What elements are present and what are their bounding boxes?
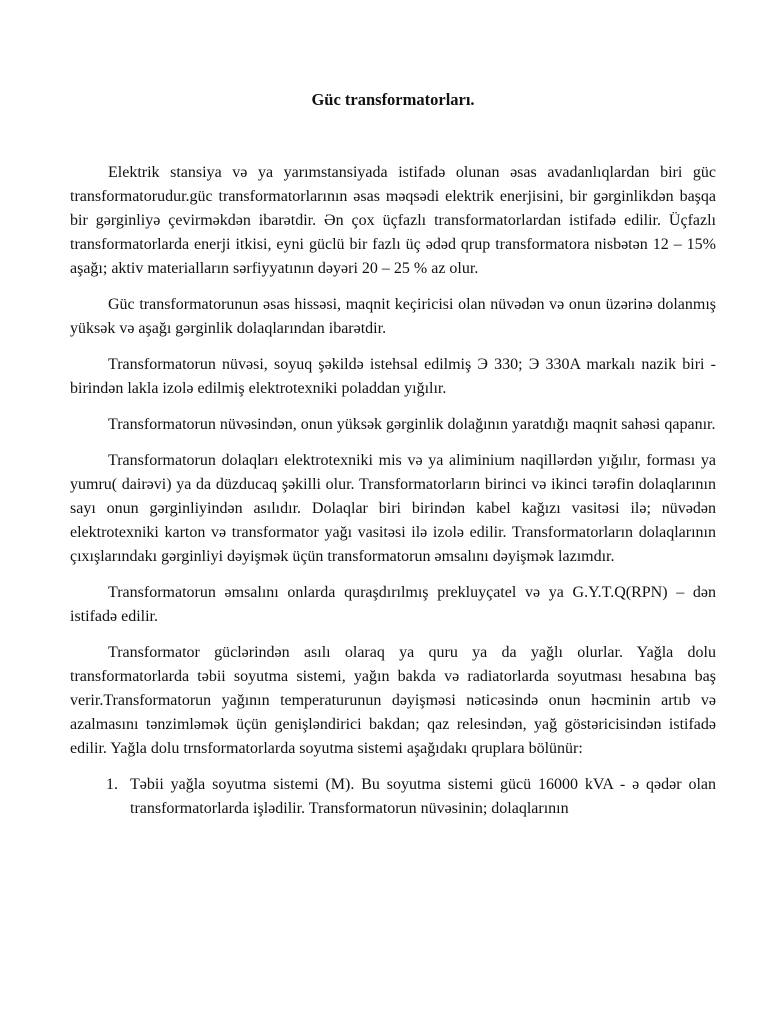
- document-title: Güc transformatorları.: [311, 90, 475, 109]
- paragraph-magnetic-field: Transformatorun nüvəsindən, onun yüksək gərginlik dolağının yaratdığı maqnit sahəsi qapanır.: [108, 416, 716, 433]
- cooling-systems-list: [70, 773, 716, 821]
- paragraph-tap-changer: Transformatorun əmsalını onlarda quraşdırılmış prekluyçatel və ya G.Y.T.Q(RPN) – dən istifadə edilir.: [70, 584, 716, 625]
- document-page: [70, 88, 716, 821]
- list-item: [70, 773, 716, 821]
- paragraph-windings: Transformatorun dolaqları elektrotexniki mis və ya aliminium naqillərdən yığılır, forması ya yumru( dairəvi) ya da düzducaq şəkilli olur. Transformatorların birinci və ikinci tərəfin dolaqlarının sayı onun gərginliyindən asılıdır. Dolaqlar biri birindən kabel kağızı vasitəsi ilə; nüvədən elektrotexniki karton və transformator yağı vasitəsi ilə izolə edilir. Transformatorların dolaqlarının çıxışlarındakı gərginliyi dəyişmək üçün transformatorun əmsalını dəyişmək lazımdır.: [70, 452, 716, 565]
- paragraph-intro: Elektrik stansiya və ya yarımstansiyada istifadə olunan əsas avadanlıqlardan biri güc transformatorudur.güc transformatorlarının əsas məqsədi elektrik enerjisini, bir gərginlikdən başqa bir gərginliyə çevirməkdən ibarətdir. Ən çox üçfazlı transformatorlardan istifadə edilir. Üçfazlı transformatorlarda enerji itkisi, eyni güclü bir fazlı üç ədəd qrup transformatora nisbətən 12 – 15% aşağı; aktiv materialların sərfiyyatının dəyəri 20 – 25 % az olur.: [70, 164, 716, 277]
- list-item-number: 1.: [106, 776, 118, 793]
- paragraph-cooling: Transformator güclərindən asılı olaraq ya quru ya da yağlı olurlar. Yağla dolu transformatorlarda təbii soyutma sistemi, yağın bakda və radiatorlarda soyutması hesabına baş verir.Transformatorun yağının temperaturunun dəyişməsi nəticəsində onun həcminin artıb və azalmasını tənzimləmək üçün genişləndirici bakdan; qaz relesindən, yağ göstəricisindən istifadə edilir. Yağla dolu trnsformatorlarda soyutma sistemi aşağıdakı qruplara bölünür:: [70, 644, 716, 757]
- paragraph-main-part: Güc transformatorunun əsas hissəsi, maqnit keçiricisi olan nüvədən və onun üzərinə dolanmış yüksək və aşağı gərginlik dolaqlarından ibarətdir.: [70, 296, 716, 337]
- list-item-text: Təbii yağla soyutma sistemi (M). Bu soyutma sistemi gücü 16000 kVA - ə qədər olan transformatorlarda işlədilir. Transformatorun nüvəsinin; dolaqlarının: [130, 776, 716, 817]
- paragraph-core: Transformatorun nüvəsi, soyuq şəkildə istehsal edilmiş Э 330; Э 330A markalı nazik biri - birindən lakla izolə edilmiş elektrotexniki poladdan yığılır.: [70, 356, 716, 397]
